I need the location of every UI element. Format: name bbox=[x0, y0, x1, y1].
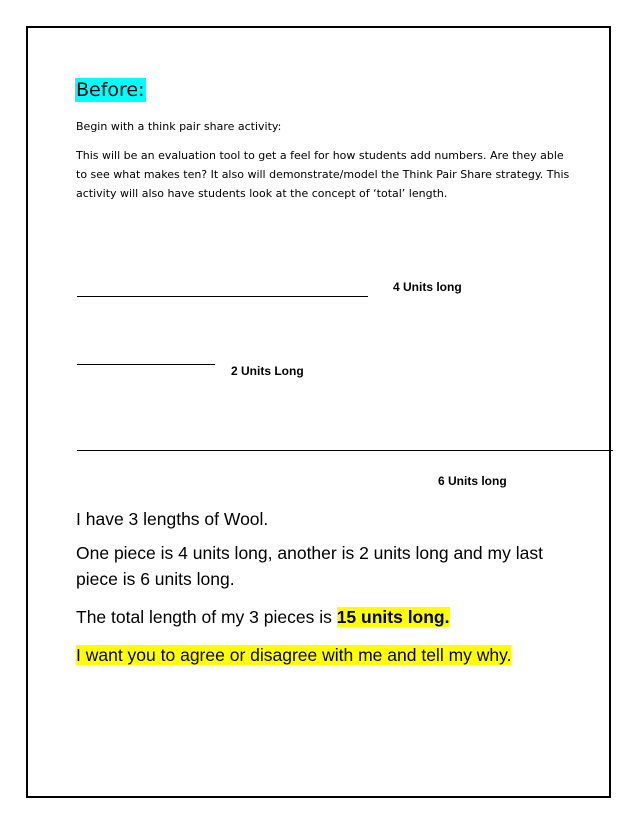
total-statement bbox=[76, 604, 450, 630]
length-line-4-units bbox=[77, 296, 368, 297]
length-line-2-units bbox=[77, 364, 215, 365]
description-paragraph: This will be an evaluation tool to get a feel for how students add numbers. Are they able to see what makes ten? It also will demonstrate/model the Think Pair Share strategy. This activity will also have students look at the concept of ‘total’ length. bbox=[76, 149, 570, 200]
length-label-4-units: 4 Units long bbox=[393, 280, 462, 294]
length-label-6-units: 6 Units long bbox=[438, 474, 507, 488]
page-border bbox=[26, 26, 611, 798]
pieces-statement: One piece is 4 units long, another is 2 units long and my last piece is 6 units long. bbox=[76, 543, 543, 589]
length-label-2-units: 2 Units Long bbox=[231, 364, 304, 378]
total-highlight: 15 units long. bbox=[336, 607, 450, 627]
total-prefix: The total length of my 3 pieces is bbox=[76, 607, 337, 627]
request-text: I want you to agree or disagree with me and tell my why. bbox=[76, 645, 512, 665]
intro-text: Begin with a think pair share activity: bbox=[76, 120, 282, 133]
before-heading: Before: bbox=[76, 79, 145, 101]
wool-statement: I have 3 lengths of Wool. bbox=[76, 509, 269, 529]
length-line-6-units bbox=[77, 450, 613, 451]
request-statement bbox=[76, 642, 511, 668]
